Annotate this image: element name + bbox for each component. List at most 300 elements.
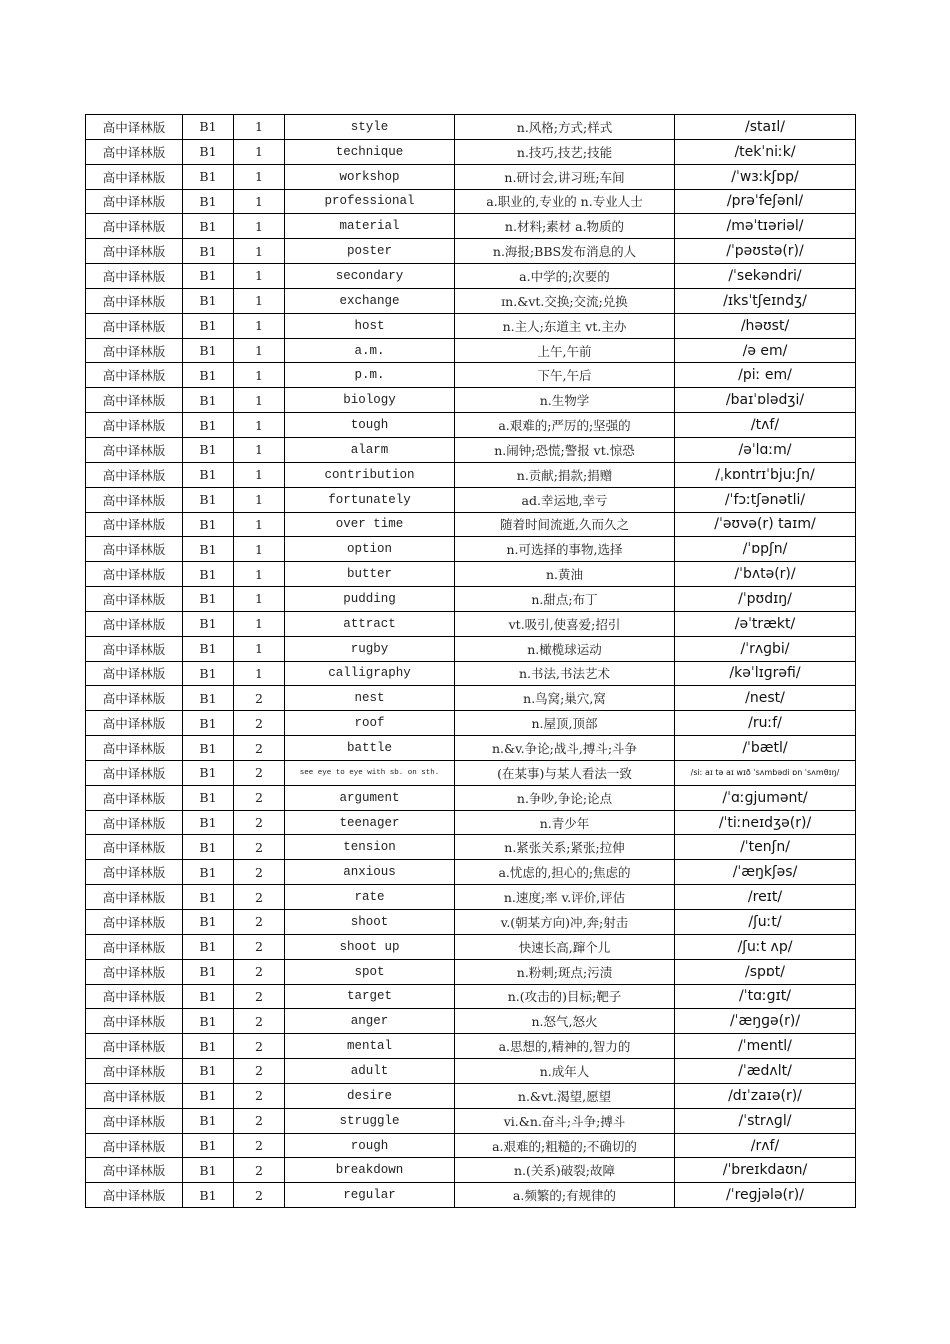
- phonetic-cell: /ˈstrʌɡl/: [675, 1108, 856, 1133]
- table-row: [86, 1158, 856, 1183]
- phonetic-cell: /əˈlɑːm/: [675, 437, 856, 462]
- unit-cell: 2: [234, 1133, 285, 1158]
- level-cell: B1: [183, 1083, 234, 1108]
- unit-cell: 1: [234, 487, 285, 512]
- table-row: [86, 264, 856, 289]
- phonetic-cell: /ˈædʌlt/: [675, 1059, 856, 1084]
- edition-cell: 高中译林版: [86, 760, 183, 785]
- level-cell: B1: [183, 487, 234, 512]
- unit-cell: 2: [234, 760, 285, 785]
- table-row: [86, 115, 856, 140]
- phonetic-cell: /dɪˈzaɪə(r)/: [675, 1083, 856, 1108]
- level-cell: B1: [183, 661, 234, 686]
- unit-cell: 1: [234, 264, 285, 289]
- word-cell: argument: [285, 785, 455, 810]
- unit-cell: 1: [234, 562, 285, 587]
- word-cell: nest: [285, 686, 455, 711]
- level-cell: B1: [183, 462, 234, 487]
- word-cell: anger: [285, 1009, 455, 1034]
- table-row: [86, 910, 856, 935]
- meaning-cell: n.屋顶,顶部: [455, 711, 675, 736]
- meaning-cell: a.职业的,专业的 n.专业人士: [455, 189, 675, 214]
- phonetic-cell: /ˌkɒntrɪˈbjuːʃn/: [675, 462, 856, 487]
- word-cell: teenager: [285, 810, 455, 835]
- phonetic-cell: /ˈpʊdɪŋ/: [675, 587, 856, 612]
- level-cell: B1: [183, 736, 234, 761]
- unit-cell: 1: [234, 313, 285, 338]
- word-cell: butter: [285, 562, 455, 587]
- unit-cell: 2: [234, 835, 285, 860]
- table-row: [86, 562, 856, 587]
- level-cell: B1: [183, 835, 234, 860]
- level-cell: B1: [183, 860, 234, 885]
- edition-cell: 高中译林版: [86, 1158, 183, 1183]
- table-row: [86, 239, 856, 264]
- phonetic-cell: /spɒt/: [675, 959, 856, 984]
- phonetic-cell: /məˈtɪəriəl/: [675, 214, 856, 239]
- table-row: [86, 711, 856, 736]
- level-cell: B1: [183, 686, 234, 711]
- table-row: [86, 785, 856, 810]
- table-row: [86, 1009, 856, 1034]
- phonetic-cell: /həʊst/: [675, 313, 856, 338]
- level-cell: B1: [183, 611, 234, 636]
- edition-cell: 高中译林版: [86, 1059, 183, 1084]
- edition-cell: 高中译林版: [86, 115, 183, 140]
- table-row: [86, 413, 856, 438]
- meaning-cell: n.速度;率 v.评价,评估: [455, 885, 675, 910]
- word-cell: option: [285, 537, 455, 562]
- table-row: [86, 611, 856, 636]
- word-cell: rugby: [285, 636, 455, 661]
- word-cell: see eye to eye with sb. on sth.: [285, 760, 455, 785]
- unit-cell: 2: [234, 1183, 285, 1208]
- level-cell: B1: [183, 1034, 234, 1059]
- unit-cell: 1: [234, 214, 285, 239]
- phonetic-cell: /ˈbreɪkdaʊn/: [675, 1158, 856, 1183]
- unit-cell: 2: [234, 1158, 285, 1183]
- table-row: [86, 537, 856, 562]
- level-cell: B1: [183, 313, 234, 338]
- word-cell: anxious: [285, 860, 455, 885]
- table-row: [86, 139, 856, 164]
- phonetic-cell: /staɪl/: [675, 115, 856, 140]
- meaning-cell: n.紧张关系;紧张;拉伸: [455, 835, 675, 860]
- meaning-cell: n.主人;东道主 vt.主办: [455, 313, 675, 338]
- meaning-cell: n.技巧,技艺;技能: [455, 139, 675, 164]
- unit-cell: 2: [234, 810, 285, 835]
- meaning-cell: v.(朝某方向)冲,奔;射击: [455, 910, 675, 935]
- word-cell: adult: [285, 1059, 455, 1084]
- word-cell: exchange: [285, 288, 455, 313]
- level-cell: B1: [183, 239, 234, 264]
- meaning-cell: n.争吵,争论;论点: [455, 785, 675, 810]
- level-cell: B1: [183, 885, 234, 910]
- level-cell: B1: [183, 810, 234, 835]
- meaning-cell: a.频繁的;有规律的: [455, 1183, 675, 1208]
- word-cell: tension: [285, 835, 455, 860]
- word-cell: calligraphy: [285, 661, 455, 686]
- meaning-cell: n.成年人: [455, 1059, 675, 1084]
- level-cell: B1: [183, 388, 234, 413]
- edition-cell: 高中译林版: [86, 264, 183, 289]
- edition-cell: 高中译林版: [86, 1183, 183, 1208]
- meaning-cell: n.海报;BBS发布消息的人: [455, 239, 675, 264]
- word-cell: rate: [285, 885, 455, 910]
- meaning-cell: n.&v.争论;战斗,搏斗;斗争: [455, 736, 675, 761]
- table-row: [86, 934, 856, 959]
- meaning-cell: n.研讨会,讲习班;车间: [455, 164, 675, 189]
- phonetic-cell: /ˈæŋkʃəs/: [675, 860, 856, 885]
- word-cell: rough: [285, 1133, 455, 1158]
- edition-cell: 高中译林版: [86, 910, 183, 935]
- table-row: [86, 636, 856, 661]
- table-row: [86, 959, 856, 984]
- phonetic-cell: /siː aɪ tə aɪ wɪð ˈsʌmbədi ɒn ˈsʌmθɪŋ/: [675, 760, 856, 785]
- phonetic-cell: /ˈɒpʃn/: [675, 537, 856, 562]
- word-cell: material: [285, 214, 455, 239]
- edition-cell: 高中译林版: [86, 587, 183, 612]
- unit-cell: 2: [234, 885, 285, 910]
- edition-cell: 高中译林版: [86, 139, 183, 164]
- edition-cell: 高中译林版: [86, 686, 183, 711]
- phonetic-cell: /baɪˈɒlədʒi/: [675, 388, 856, 413]
- meaning-cell: n.闹钟;恐慌;警报 vt.惊恐: [455, 437, 675, 462]
- edition-cell: 高中译林版: [86, 711, 183, 736]
- table-row: [86, 835, 856, 860]
- meaning-cell: 快速长高,蹿个儿: [455, 934, 675, 959]
- table-row: [86, 1108, 856, 1133]
- meaning-cell: vi.&n.奋斗;斗争;搏斗: [455, 1108, 675, 1133]
- meaning-cell: n.青少年: [455, 810, 675, 835]
- table-row: [86, 1133, 856, 1158]
- word-cell: a.m.: [285, 338, 455, 363]
- meaning-cell: n.材料;素材 a.物质的: [455, 214, 675, 239]
- word-cell: battle: [285, 736, 455, 761]
- phonetic-cell: /ˈəʊvə(r) taɪm/: [675, 512, 856, 537]
- unit-cell: 1: [234, 164, 285, 189]
- word-cell: fortunately: [285, 487, 455, 512]
- edition-cell: 高中译林版: [86, 835, 183, 860]
- table-row: [86, 189, 856, 214]
- phonetic-cell: /ˈwɜːkʃɒp/: [675, 164, 856, 189]
- level-cell: B1: [183, 537, 234, 562]
- table-row: [86, 686, 856, 711]
- meaning-cell: 下午,午后: [455, 363, 675, 388]
- edition-cell: 高中译林版: [86, 1133, 183, 1158]
- edition-cell: 高中译林版: [86, 363, 183, 388]
- level-cell: B1: [183, 587, 234, 612]
- unit-cell: 1: [234, 413, 285, 438]
- level-cell: B1: [183, 189, 234, 214]
- unit-cell: 2: [234, 860, 285, 885]
- phonetic-cell: /ˈtenʃn/: [675, 835, 856, 860]
- level-cell: B1: [183, 636, 234, 661]
- level-cell: B1: [183, 984, 234, 1009]
- unit-cell: 1: [234, 462, 285, 487]
- meaning-cell: n.贡献;捐款;捐赠: [455, 462, 675, 487]
- table-row: [86, 164, 856, 189]
- level-cell: B1: [183, 785, 234, 810]
- phonetic-cell: /ə em/: [675, 338, 856, 363]
- meaning-cell: (在某事)与某人看法一致: [455, 760, 675, 785]
- edition-cell: 高中译林版: [86, 959, 183, 984]
- table-row: [86, 885, 856, 910]
- meaning-cell: a.中学的;次要的: [455, 264, 675, 289]
- unit-cell: 1: [234, 388, 285, 413]
- word-cell: breakdown: [285, 1158, 455, 1183]
- edition-cell: 高中译林版: [86, 537, 183, 562]
- unit-cell: 2: [234, 1108, 285, 1133]
- word-cell: roof: [285, 711, 455, 736]
- unit-cell: 1: [234, 363, 285, 388]
- word-cell: biology: [285, 388, 455, 413]
- level-cell: B1: [183, 1108, 234, 1133]
- unit-cell: 1: [234, 437, 285, 462]
- edition-cell: 高中译林版: [86, 189, 183, 214]
- unit-cell: 2: [234, 959, 285, 984]
- phonetic-cell: /ˈpəʊstə(r)/: [675, 239, 856, 264]
- meaning-cell: 随着时间流逝,久而久之: [455, 512, 675, 537]
- edition-cell: 高中译林版: [86, 1083, 183, 1108]
- phonetic-cell: /nest/: [675, 686, 856, 711]
- word-cell: spot: [285, 959, 455, 984]
- level-cell: B1: [183, 711, 234, 736]
- edition-cell: 高中译林版: [86, 512, 183, 537]
- word-cell: professional: [285, 189, 455, 214]
- level-cell: B1: [183, 1133, 234, 1158]
- word-cell: alarm: [285, 437, 455, 462]
- unit-cell: 1: [234, 512, 285, 537]
- unit-cell: 1: [234, 661, 285, 686]
- meaning-cell: a.思想的,精神的,智力的: [455, 1034, 675, 1059]
- phonetic-cell: /tʌf/: [675, 413, 856, 438]
- unit-cell: 1: [234, 636, 285, 661]
- table-row: [86, 313, 856, 338]
- unit-cell: 2: [234, 1009, 285, 1034]
- edition-cell: 高中译林版: [86, 1034, 183, 1059]
- vocabulary-table-body: [86, 115, 856, 1208]
- unit-cell: 2: [234, 1034, 285, 1059]
- level-cell: B1: [183, 562, 234, 587]
- edition-cell: 高中译林版: [86, 388, 183, 413]
- table-row: [86, 1183, 856, 1208]
- table-row: [86, 462, 856, 487]
- phonetic-cell: /ʃuːt ʌp/: [675, 934, 856, 959]
- phonetic-cell: /tekˈniːk/: [675, 139, 856, 164]
- edition-cell: 高中译林版: [86, 487, 183, 512]
- table-row: [86, 736, 856, 761]
- table-row: [86, 388, 856, 413]
- table-row: [86, 363, 856, 388]
- unit-cell: 1: [234, 611, 285, 636]
- edition-cell: 高中译林版: [86, 413, 183, 438]
- unit-cell: 1: [234, 189, 285, 214]
- phonetic-cell: /ˈæŋɡə(r)/: [675, 1009, 856, 1034]
- word-cell: pudding: [285, 587, 455, 612]
- table-row: [86, 288, 856, 313]
- phonetic-cell: /əˈtrækt/: [675, 611, 856, 636]
- table-row: [86, 487, 856, 512]
- unit-cell: 1: [234, 239, 285, 264]
- phonetic-cell: /ˈtiːneɪdʒə(r)/: [675, 810, 856, 835]
- word-cell: mental: [285, 1034, 455, 1059]
- phonetic-cell: /ˈtɑːɡɪt/: [675, 984, 856, 1009]
- meaning-cell: a.艰难的;粗糙的;不确切的: [455, 1133, 675, 1158]
- meaning-cell: vt.吸引,使喜爱;招引: [455, 611, 675, 636]
- table-row: [86, 810, 856, 835]
- unit-cell: 2: [234, 711, 285, 736]
- unit-cell: 1: [234, 537, 285, 562]
- unit-cell: 2: [234, 1083, 285, 1108]
- phonetic-cell: /ˈmentl/: [675, 1034, 856, 1059]
- word-cell: secondary: [285, 264, 455, 289]
- phonetic-cell: /ˈbʌtə(r)/: [675, 562, 856, 587]
- word-cell: style: [285, 115, 455, 140]
- edition-cell: 高中译林版: [86, 1009, 183, 1034]
- unit-cell: 2: [234, 785, 285, 810]
- vocabulary-table: [85, 114, 856, 1208]
- level-cell: B1: [183, 760, 234, 785]
- word-cell: desire: [285, 1083, 455, 1108]
- edition-cell: 高中译林版: [86, 810, 183, 835]
- level-cell: B1: [183, 288, 234, 313]
- word-cell: poster: [285, 239, 455, 264]
- edition-cell: 高中译林版: [86, 984, 183, 1009]
- phonetic-cell: /reɪt/: [675, 885, 856, 910]
- meaning-cell: n.可选择的事物,选择: [455, 537, 675, 562]
- meaning-cell: ɪn.&vt.交换;交流;兑换: [455, 288, 675, 313]
- level-cell: B1: [183, 139, 234, 164]
- phonetic-cell: /ˈɑːɡjumənt/: [675, 785, 856, 810]
- edition-cell: 高中译林版: [86, 164, 183, 189]
- edition-cell: 高中译林版: [86, 785, 183, 810]
- table-row: [86, 661, 856, 686]
- meaning-cell: n.生物学: [455, 388, 675, 413]
- table-row: [86, 437, 856, 462]
- level-cell: B1: [183, 413, 234, 438]
- word-cell: attract: [285, 611, 455, 636]
- word-cell: target: [285, 984, 455, 1009]
- phonetic-cell: /kəˈlɪɡrəfi/: [675, 661, 856, 686]
- level-cell: B1: [183, 363, 234, 388]
- level-cell: B1: [183, 437, 234, 462]
- word-cell: workshop: [285, 164, 455, 189]
- phonetic-cell: /ɪksˈtʃeɪndʒ/: [675, 288, 856, 313]
- phonetic-cell: /piː em/: [675, 363, 856, 388]
- meaning-cell: a.忧虑的,担心的;焦虑的: [455, 860, 675, 885]
- level-cell: B1: [183, 338, 234, 363]
- phonetic-cell: /rʌf/: [675, 1133, 856, 1158]
- word-cell: over time: [285, 512, 455, 537]
- meaning-cell: n.黄油: [455, 562, 675, 587]
- table-row: [86, 338, 856, 363]
- edition-cell: 高中译林版: [86, 437, 183, 462]
- unit-cell: 2: [234, 686, 285, 711]
- unit-cell: 2: [234, 984, 285, 1009]
- edition-cell: 高中译林版: [86, 288, 183, 313]
- unit-cell: 2: [234, 1059, 285, 1084]
- table-row: [86, 512, 856, 537]
- edition-cell: 高中译林版: [86, 661, 183, 686]
- unit-cell: 1: [234, 338, 285, 363]
- meaning-cell: n.甜点;布丁: [455, 587, 675, 612]
- unit-cell: 1: [234, 115, 285, 140]
- word-cell: regular: [285, 1183, 455, 1208]
- table-row: [86, 1059, 856, 1084]
- meaning-cell: n.橄榄球运动: [455, 636, 675, 661]
- table-row: [86, 1034, 856, 1059]
- level-cell: B1: [183, 934, 234, 959]
- phonetic-cell: /ˈreɡjələ(r)/: [675, 1183, 856, 1208]
- level-cell: B1: [183, 214, 234, 239]
- level-cell: B1: [183, 1183, 234, 1208]
- word-cell: technique: [285, 139, 455, 164]
- edition-cell: 高中译林版: [86, 313, 183, 338]
- edition-cell: 高中译林版: [86, 562, 183, 587]
- meaning-cell: n.(关系)破裂;故障: [455, 1158, 675, 1183]
- edition-cell: 高中译林版: [86, 934, 183, 959]
- meaning-cell: n.怒气,怒火: [455, 1009, 675, 1034]
- meaning-cell: n.&vt.渴望,愿望: [455, 1083, 675, 1108]
- meaning-cell: n.(攻击的)目标;靶子: [455, 984, 675, 1009]
- edition-cell: 高中译林版: [86, 462, 183, 487]
- word-cell: p.m.: [285, 363, 455, 388]
- edition-cell: 高中译林版: [86, 1108, 183, 1133]
- level-cell: B1: [183, 512, 234, 537]
- unit-cell: 2: [234, 934, 285, 959]
- phonetic-cell: /ˈbætl/: [675, 736, 856, 761]
- phonetic-cell: /prəˈfeʃənl/: [675, 189, 856, 214]
- edition-cell: 高中译林版: [86, 636, 183, 661]
- phonetic-cell: /ruːf/: [675, 711, 856, 736]
- meaning-cell: ad.幸运地,幸亏: [455, 487, 675, 512]
- level-cell: B1: [183, 264, 234, 289]
- level-cell: B1: [183, 115, 234, 140]
- edition-cell: 高中译林版: [86, 611, 183, 636]
- table-row: [86, 984, 856, 1009]
- level-cell: B1: [183, 1158, 234, 1183]
- unit-cell: 2: [234, 736, 285, 761]
- table-row: [86, 214, 856, 239]
- edition-cell: 高中译林版: [86, 338, 183, 363]
- meaning-cell: 上午,午前: [455, 338, 675, 363]
- meaning-cell: n.风格;方式;样式: [455, 115, 675, 140]
- phonetic-cell: /ˈsekəndri/: [675, 264, 856, 289]
- table-row: [86, 587, 856, 612]
- level-cell: B1: [183, 959, 234, 984]
- meaning-cell: n.粉刺;斑点;污渍: [455, 959, 675, 984]
- word-cell: host: [285, 313, 455, 338]
- meaning-cell: n.鸟窝;巢穴,窝: [455, 686, 675, 711]
- word-cell: shoot: [285, 910, 455, 935]
- edition-cell: 高中译林版: [86, 736, 183, 761]
- phonetic-cell: /ʃuːt/: [675, 910, 856, 935]
- unit-cell: 1: [234, 587, 285, 612]
- edition-cell: 高中译林版: [86, 214, 183, 239]
- meaning-cell: a.艰难的;严厉的;坚强的: [455, 413, 675, 438]
- word-cell: struggle: [285, 1108, 455, 1133]
- unit-cell: 1: [234, 288, 285, 313]
- unit-cell: 1: [234, 139, 285, 164]
- level-cell: B1: [183, 1059, 234, 1084]
- phonetic-cell: /ˈfɔːtʃənətli/: [675, 487, 856, 512]
- level-cell: B1: [183, 164, 234, 189]
- table-row: [86, 1083, 856, 1108]
- phonetic-cell: /ˈrʌɡbi/: [675, 636, 856, 661]
- meaning-cell: n.书法,书法艺术: [455, 661, 675, 686]
- edition-cell: 高中译林版: [86, 885, 183, 910]
